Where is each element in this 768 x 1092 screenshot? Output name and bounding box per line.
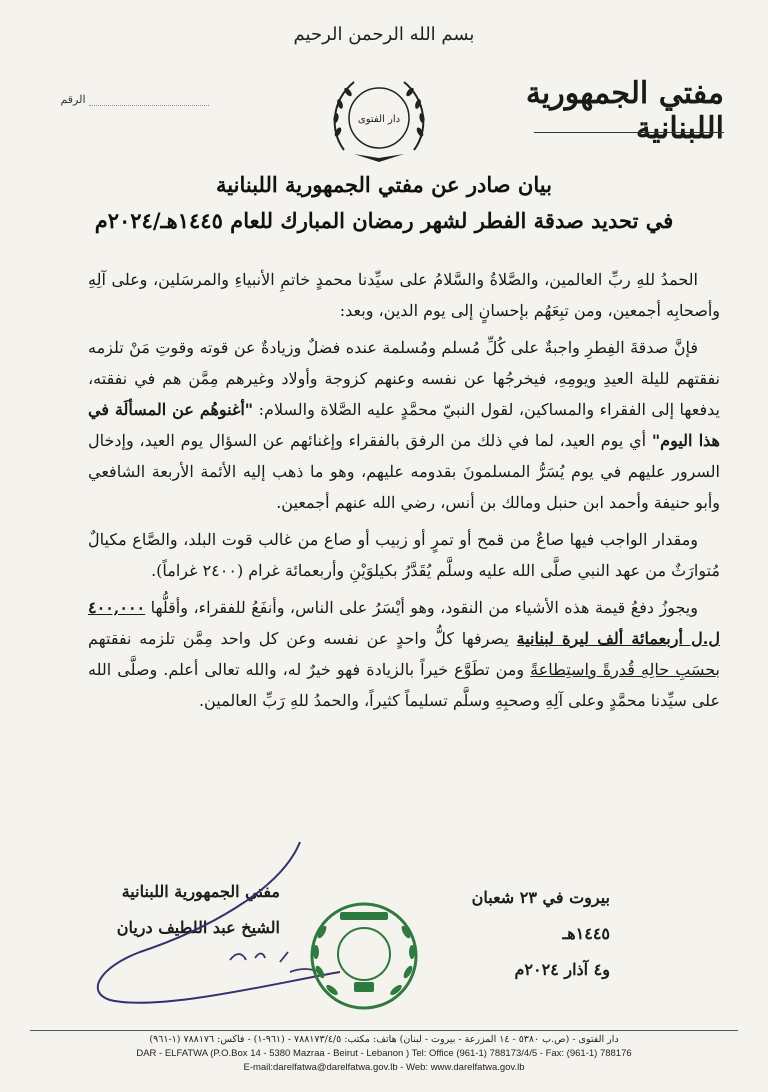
letterhead-title: مفتي الجمهورية اللبنانية (525, 76, 724, 146)
footer-divider (30, 1030, 738, 1031)
paragraph-obligation (88, 332, 720, 518)
dar-al-fatwa-seal (324, 70, 434, 170)
statement-body (88, 264, 720, 722)
statement-title: بيان صادر عن مفتي الجمهورية اللبنانية (216, 172, 552, 197)
hadith-quote: "أغنوهُم عن المسألَة في هذا اليوم" (88, 400, 720, 450)
reference-number (55, 93, 215, 106)
footer-email-web: E-mail:darelfatwa@darelfatwa.gov.lb - Web: www.darelfatwa.gov.lb (243, 1062, 525, 1073)
paragraph-obligation-text: فإنَّ صدقةَ الفِطرِ واجبةٌ على كُلِّ مُسلم ومُسلمة عنده فضلٌ وزيادةٌ عن قوته وقوتِ مَنْ تلزمه نفقتهم لليلة العيدِ ويومِهِ، فيخرجُها عن نفسه وعنهم كزوجة وأولاد وغيرهم مِمَّن هم في نفقته، يدفعها إلى الفقراء والمساكين، لقول النبيّ محمَّدٍ عليه الصَّلاة والسلام: (88, 338, 720, 419)
cash-value-closing: ومن تطَوَّع خيراً بالزيادة فهو خيرٌ له، والله تعالى أعلم. وصلَّى الله على سيِّدنا محمَّدٍ وعلى آلِهِ وصحبِهِ وسلَّم تسليماً كثيراً، والحمدُ للهِ رَبِّ العالمين. (88, 660, 720, 710)
svg-text:دار الفتوى: دار الفتوى (357, 114, 401, 125)
footer-arabic-contact: دار الفتوى - (ص.ب ٥٣٨٠ - ١٤ المزرعة - بيروت - لبنان) هاتف: مكتب: ٧٨٨١٧٣/٤/٥ - (٩٦١-١) - فاكس: ٧٨٨١٧٦ (١-٩٦١) (149, 1034, 619, 1045)
date-gregorian: و٤ آذار ٢٠٢٤م (514, 960, 610, 979)
official-stamp (300, 892, 428, 1018)
reference-line (89, 105, 209, 106)
cash-value-middle: يصرفها كلُّ واحدٍ عن نفسه وعن كل واحد مِمَّن تلزمه نفقتهم (88, 629, 509, 648)
cash-value-intro: ويجوزُ دفعُ قيمة هذه الأشياء من النقود، وهو أيْسَرُ على الناس، وأنفَعُ للفقراء، وأقلُّها (150, 598, 698, 617)
paragraph-obligation-rest: أي يوم العيد، لما في ذلك من الرفق بالفقراء وإغنائهم عن السؤال يوم العيد، وإدخال السرور عليهم في يوم يُسَرُّ المسلمونَ بقدومه عليهم، وهو ما ذهب إليه الأئمة الأربعة الشافعي وأبو حنيفة وأحمد ابن حنبل ومالك بن أنس، رضي الله عنهم أجمعين. (88, 431, 720, 512)
basmala: بسم الله الرحمن الرحيم (293, 24, 475, 45)
signatory-title: مفتي الجمهورية اللبنانية (121, 882, 280, 901)
letterhead-rule (534, 132, 724, 133)
paragraph-intro: الحمدُ للهِ ربِّ العالمين، والصَّلاةُ والسَّلامُ على سيِّدنا محمدٍ خاتمِ الأنبياءِ والمرسَلين، وعلى آلِهِ وأصحابِه أجمعين، ومن تبِعَهُم بإحسانٍ إلى يوم الدين، وبعد: (88, 270, 720, 320)
cash-amount: ٤٠٠,٠٠٠ ل.ل أربعمائة ألف ليرة لبنانية (88, 598, 720, 648)
reference-label: الرقم (60, 93, 86, 106)
paragraph-cash-value (88, 592, 720, 716)
paragraph-amount-measure: ومقدار الواجب فيها صاعٌ من قمح أو تمرٍ أو زبيب أو صاع من غالب قوت البلد، والصَّاع مكيالٌ مُتوارَثٌ من عهد النبي صلَّى الله عليه وسلَّم يُقَدَّرُ بكيلوَيْنِ وأربعمائة غرام (٢٤٠٠ غراماً). (88, 530, 720, 580)
signatory-name: الشيخ عبد اللطيف دريان (116, 918, 280, 937)
footer-english-contact: DAR - ELFATWA (P.O.Box 14 - 5380 Mazraa - Beirut - Lebanon ) Tel: Office (961-1) 788173/4/5 - Fax: (961-1) 788176 (136, 1048, 632, 1059)
date-block (420, 880, 610, 988)
statement-subtitle: في تحديد صدقة الفطر لشهر رمضان المبارك للعام ١٤٤٥هـ/٢٠٢٤م (94, 208, 674, 233)
date-hijri: بيروت في ٢٣ شعبان ١٤٤٥هـ (471, 888, 610, 943)
ability-phrase: بحسَبِ حالِهِ قُدرةً واستِطاعةً (530, 660, 721, 679)
